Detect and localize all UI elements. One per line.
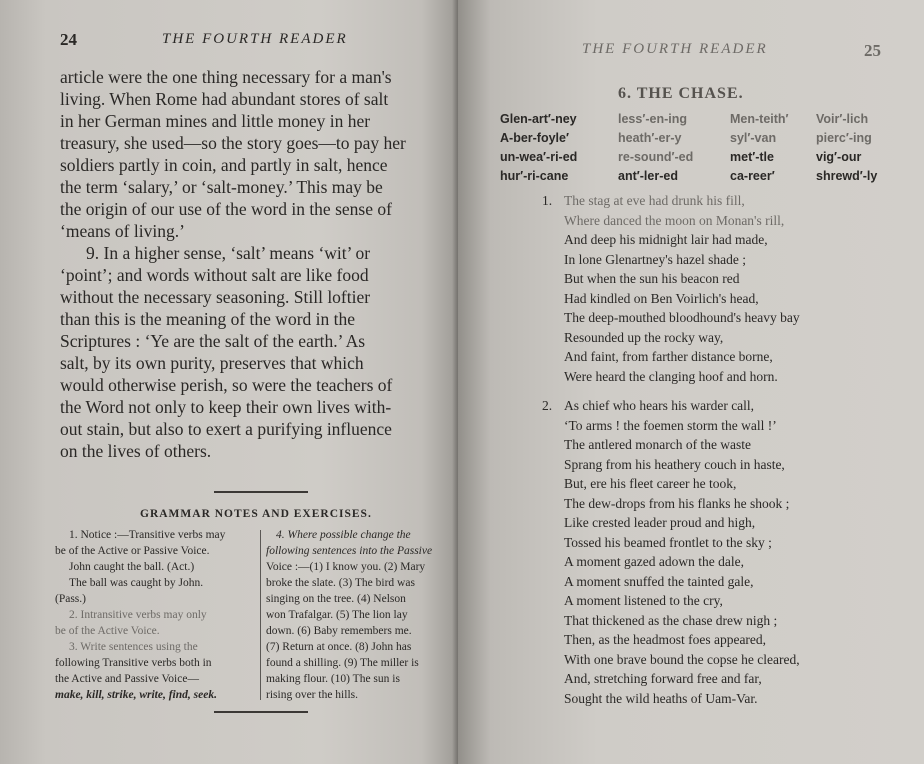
text-line: salt, by its own purity, preserves that which (60, 353, 364, 373)
note-line: singing on the tree. (4) Nelson (266, 593, 406, 605)
note-line: be of the Active Voice. (55, 625, 160, 637)
poem-line: But when the sun his beacon red (564, 271, 740, 286)
text-line: the Word not only to keep their own lives with- (60, 397, 392, 417)
poem-line: Then, as the headmost foes appeared, (564, 632, 767, 647)
vocab-word: ca-reer′ (730, 169, 775, 183)
text-line: in her German mines and little money in her (60, 111, 371, 131)
paragraph-9-start: 9. In a higher sense, ‘salt’ means ‘wit’ or (86, 243, 371, 263)
poem-line: That thickened as the chase drew nigh ; (564, 612, 778, 628)
vocab-word: Glen-art′-ney (500, 112, 577, 126)
vocab-word: met′-tle (730, 150, 774, 164)
poem-line: And, stretching forward free and far, (564, 671, 762, 686)
running-head: THE FOURTH READER (582, 41, 768, 57)
grammar-notes-right-column (266, 527, 432, 703)
note-line: The ball was caught by John. (69, 577, 204, 589)
stanza (564, 191, 800, 386)
vocab-word: Men-teith′ (730, 112, 789, 126)
poem-line: A moment snuffed the tainted gale, (564, 573, 754, 589)
note-line: following Transitive verbs both in (55, 657, 212, 669)
poem-line: Where danced the moon on Monan's rill, (564, 212, 785, 228)
text-line: than this is the meaning of the word in the (60, 309, 356, 329)
poem-line: And faint, from farther distance borne, (564, 349, 773, 364)
text-line: article were the one thing necessary for a man's (60, 67, 392, 87)
text-line: treasury, she used—so the story goes—to pay her (60, 133, 406, 153)
vocab-word: less′-en-ing (618, 112, 687, 126)
poem-line: And deep his midnight lair had made, (564, 232, 768, 247)
note-line: down. (6) Baby remembers me. (266, 625, 412, 637)
note-line: won Trafalgar. (5) The lion lay (266, 609, 408, 621)
vocab-word: hur′-ri-cane (500, 169, 569, 183)
vocab-word: pierc′-ing (816, 131, 872, 145)
text-line: living. When Rome had abundant stores of salt (60, 89, 389, 109)
note-line: 3. Write sentences using the (69, 641, 198, 653)
note-line: the Active and Passive Voice— (55, 673, 199, 685)
note-line: (Pass.) (55, 593, 86, 605)
poem-line: A moment gazed adown the dale, (564, 554, 744, 569)
poem-line: Had kindled on Ben Voirlich's head, (564, 290, 759, 306)
poem-line: Resounded up the rocky way, (564, 329, 724, 345)
note-line: John caught the ball. (Act.) (69, 561, 195, 573)
running-head: THE FOURTH READER (162, 31, 348, 47)
text-line: would otherwise perish, so were the teachers of (60, 375, 393, 395)
note-line: 4. Where possible change the (276, 529, 411, 541)
note-line: Voice :—(1) I know you. (2) Mary (266, 561, 426, 573)
stanza-number: 1. (542, 193, 553, 208)
note-line: make, kill, strike, write, find, seek. (55, 689, 217, 701)
grammar-notes-left-column (55, 527, 225, 703)
right-page (458, 0, 924, 764)
column-divider (260, 530, 261, 700)
poem-line: With one brave bound the copse he cleared, (564, 651, 800, 667)
note-line: broke the slate. (3) The bird was (266, 577, 415, 589)
vocab-word: shrewd′-ly (816, 169, 878, 183)
poem-line: A moment listened to the cry, (564, 593, 723, 608)
stanza-number: 2. (542, 398, 553, 413)
section-divider (214, 491, 308, 493)
poem-line: But, ere his fleet career he took, (564, 476, 737, 491)
text-line: ‘means of living.’ (60, 221, 185, 241)
poem-line: Sought the wild heaths of Uam-Var. (564, 690, 758, 706)
poem-line: Sprang from his heathery couch in haste, (564, 456, 785, 472)
page-number: 25 (864, 41, 881, 60)
vocab-word: re-sound′-ed (618, 150, 694, 164)
note-line: making flour. (10) The sun is (266, 673, 400, 685)
note-line: rising over the hills. (266, 689, 358, 701)
note-line: 1. Notice :—Transitive verbs may (69, 529, 226, 541)
section-divider (214, 711, 308, 713)
vocab-word: ant′-ler-ed (618, 169, 678, 183)
note-line: following sentences into the Passive (266, 545, 433, 557)
text-line: ‘point’; and words without salt are like food (60, 265, 369, 285)
left-page (0, 0, 458, 764)
poem-line: Like crested leader proud and high, (564, 515, 756, 530)
note-line: 2. Intransitive verbs may only (69, 609, 207, 621)
grammar-notes-title: GRAMMAR NOTES AND EXERCISES. (140, 508, 372, 520)
text-line: soldiers partly in coin, and partly in salt, hence (60, 155, 388, 175)
note-line: found a shilling. (9) The miller is (266, 657, 419, 669)
poem-line: The deep-mouthed bloodhound's heavy bay (564, 310, 800, 325)
text-line: Scriptures : ‘Ye are the salt of the earth.’ As (60, 331, 366, 351)
vocab-word: syl′-van (730, 131, 777, 145)
text-line: the term ‘salary,’ or ‘salt-money.’ This may be (60, 177, 383, 197)
vocab-word: A-ber-foyle′ (500, 131, 569, 145)
poem-line: The dew-drops from his flanks he shook ; (564, 495, 790, 511)
vocab-word: un-wea′-ri-ed (500, 150, 578, 164)
poem-line: Were heard the clanging hoof and horn. (564, 368, 778, 384)
stanza (564, 396, 800, 708)
vocab-word: heath′-er-y (618, 131, 682, 145)
text-line: out stain, but also to exert a purifying influence (60, 419, 392, 439)
text-line: the origin of our use of the word in the sense of (60, 199, 392, 219)
vocab-word: vig′-our (816, 150, 862, 164)
poem-line: As chief who hears his warder call, (564, 398, 755, 413)
poem-line: In lone Glenartney's hazel shade ; (564, 251, 746, 267)
note-line: (7) Return at once. (8) John has (266, 641, 412, 653)
text-line: without the necessary seasoning. Still loftier (60, 287, 371, 307)
body-text (60, 66, 406, 462)
poem-line: ‘To arms ! the foemen storm the wall !’ (564, 417, 777, 433)
poem-line: The stag at eve had drunk his fill, (564, 193, 745, 208)
poem-line: Tossed his beamed frontlet to the sky ; (564, 534, 772, 550)
poem-line: The antlered monarch of the waste (564, 437, 752, 452)
vocab-word: Voir′-lich (816, 112, 869, 126)
text-line: on the lives of others. (60, 441, 212, 461)
note-line: be of the Active or Passive Voice. (55, 545, 210, 557)
chapter-title: 6. THE CHASE. (618, 85, 744, 102)
page-number: 24 (60, 30, 77, 49)
